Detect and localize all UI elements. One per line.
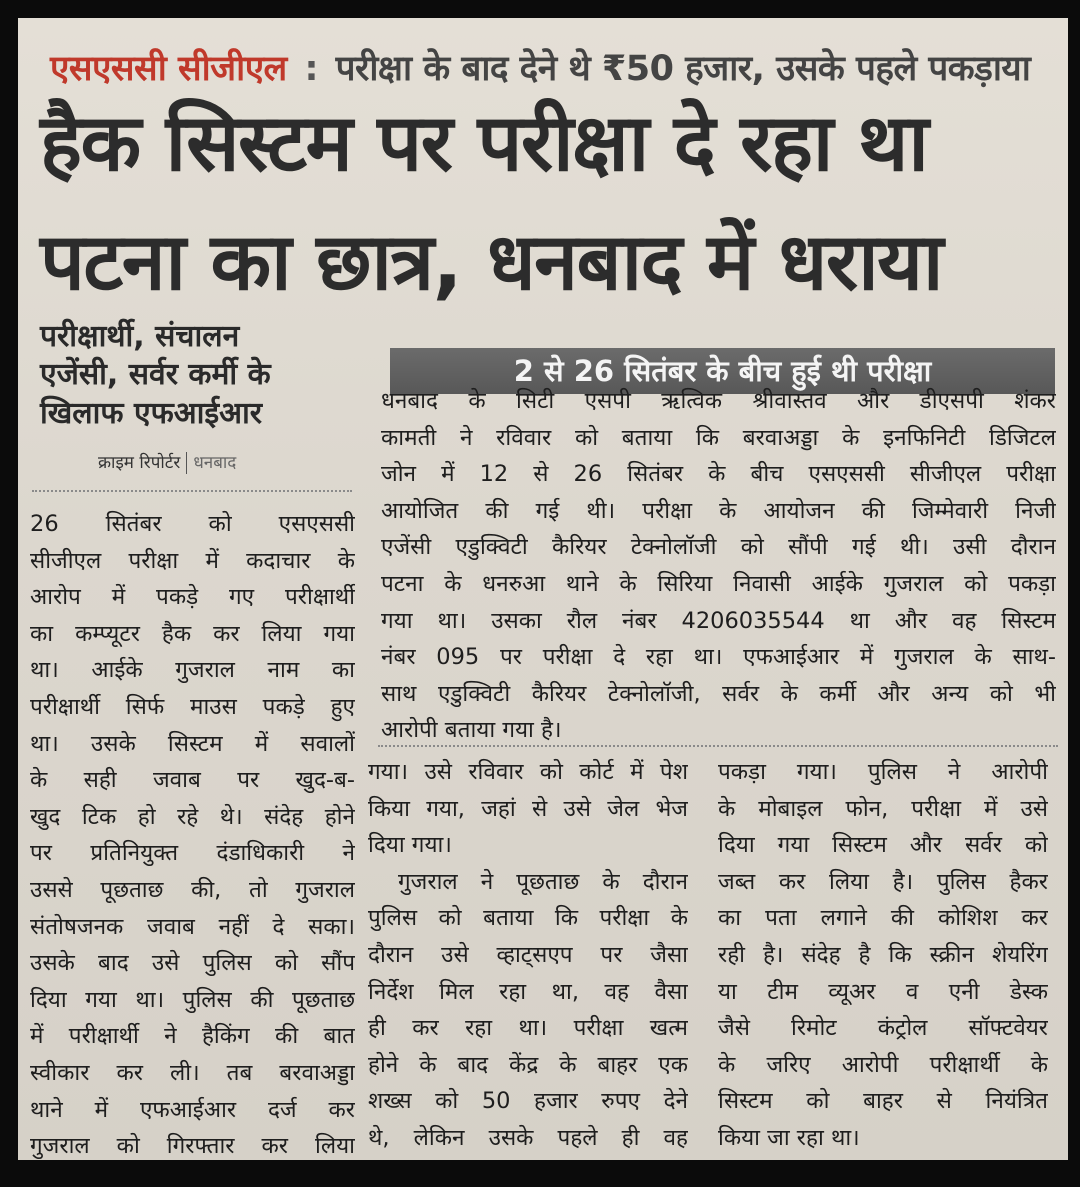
- text-line: स्वीकार कर ली। तब बरवाअड्डा: [30, 1059, 355, 1086]
- text-line: या टीम व्यूअर व एनी डेस्क: [718, 978, 1048, 1005]
- side-heading-line: एजेंसी, सर्वर कर्मी के: [40, 357, 271, 393]
- text-line: जैसे रिमोट कंट्रोल सॉफ्टवेयर: [718, 1015, 1048, 1042]
- text-line: के सही जवाब पर खुद-ब-: [30, 767, 355, 794]
- text-line: सीजीएल परीक्षा में कदाचार के: [30, 547, 355, 574]
- text-line: उसके बाद उसे पुलिस को सौंप: [30, 950, 355, 977]
- text-line: गया था। उसका रौल नंबर 4206035544 था और वह सिस्टम: [381, 607, 1056, 634]
- text-line: पटना के धनरुआ थाने के सिरिया निवासी आईके गुजराल को पकड़ा: [381, 570, 1056, 597]
- byline-reporter: क्राइम रिपोर्टर: [98, 453, 181, 473]
- text-line: कामती ने रविवार को बताया कि बरवाअड्डा के इनफिनिटी डिजिटल: [381, 424, 1056, 451]
- text-line: दौरान उसे व्हाट्सएप पर जैसा: [368, 941, 688, 968]
- headline-line-1: हैक सिस्टम पर परीक्षा दे रहा था: [40, 97, 928, 189]
- text-line: पुलिस को बताया कि परीक्षा के: [368, 905, 688, 932]
- text-line: का कम्प्यूटर हैक कर लिया गया: [30, 620, 355, 647]
- text-line: थे, लेकिन उसके पहले ही वह: [368, 1124, 688, 1151]
- text-line: शख्स को 50 हजार रुपए देने: [368, 1088, 688, 1115]
- text-line: जोन में 12 से 26 सितंबर के बीच एसएससी सीजीएल परीक्षा: [381, 461, 1056, 488]
- section-divider: [378, 745, 1058, 747]
- text-line: साथ एडुक्विटी कैरियर टेक्नोलॉजी, सर्वर के कर्मी और अन्य को भी: [381, 680, 1056, 707]
- text-line: पर प्रतिनियुक्त दंडाधिकारी ने: [30, 840, 355, 867]
- text-line: दिया गया सिस्टम और सर्वर को: [718, 832, 1048, 859]
- text-line: आरोपी बताया गया है।: [381, 717, 562, 744]
- text-line: उससे पूछताछ की, तो गुजराल: [30, 876, 355, 903]
- text-line: दिया गया।: [368, 832, 452, 859]
- text-line: गया। उसे रविवार को कोर्ट में पेश: [368, 759, 688, 785]
- side-heading: [40, 318, 370, 433]
- text-line: एजेंसी एडुक्विटी कैरियर टेक्नोलॉजी को सौंपी गई थी। उसी दौरान: [381, 534, 1056, 561]
- headline-line-2: पटना का छात्र, धनबाद में धराया: [40, 216, 942, 308]
- byline: [98, 450, 236, 474]
- kicker-line: [50, 44, 1060, 91]
- text-line: गुजराल ने पूछताछ के दौरान: [398, 868, 688, 895]
- main-paragraph: [381, 383, 1056, 749]
- text-line: था। उसके सिस्टम में सवालों: [30, 730, 355, 757]
- left-column: [30, 506, 355, 1160]
- text-line: संतोषजनक जवाब नहीं दे सका।: [30, 913, 355, 940]
- byline-divider: [186, 452, 187, 474]
- side-heading-divider: [32, 490, 352, 492]
- middle-column: [368, 754, 688, 1157]
- text-line: गुजराल को गिरफ्तार कर लिया: [30, 1133, 355, 1160]
- text-line: आयोजित की गई थी। परीक्षा के आयोजन की जिम्मेवारी निजी: [381, 497, 1056, 524]
- kicker-text: परीक्षा के बाद देने थे ₹50 हजार, उसके पहले पकड़ाया: [335, 49, 1031, 89]
- text-line: ही कर रहा था। परीक्षा खत्म: [368, 1015, 688, 1042]
- text-line: धनबाद के सिटी एसपी ऋत्विक श्रीवास्तव और डीएसपी शंकर: [381, 388, 1056, 414]
- text-line: किया जा रहा था।: [718, 1124, 860, 1151]
- subheading-banner: 2 से 26 सितंबर के बीच हुई थी परीक्षा: [390, 348, 1055, 394]
- newspaper-clipping: [18, 18, 1068, 1160]
- text-line: थाने में एफआईआर दर्ज कर: [30, 1096, 355, 1123]
- text-line: में परीक्षार्थी ने हैकिंग की बात: [30, 1023, 355, 1050]
- text-line: जब्त कर लिया है। पुलिस हैकर: [718, 868, 1048, 895]
- text-line: किया गया, जहां से उसे जेल भेज: [368, 795, 688, 822]
- text-line: होने के बाद केंद्र के बाहर एक: [368, 1051, 688, 1078]
- kicker-tag: एसएससी सीजीएल: [50, 49, 287, 89]
- side-heading-line: खिलाफ एफआईआर: [40, 395, 263, 431]
- text-line: 26 सितंबर को एसएससी: [30, 511, 355, 537]
- text-line: खुद टिक हो रहे थे। संदेह होने: [30, 803, 355, 830]
- text-line: परीक्षार्थी सिर्फ माउस पकड़े हुए: [30, 693, 355, 720]
- text-line: पकड़ा गया। पुलिस ने आरोपी: [718, 759, 1048, 785]
- text-line: निर्देश मिल रहा था, वह वैसा: [368, 978, 688, 1005]
- byline-city: धनबाद: [193, 453, 237, 473]
- text-line: के जरिए आरोपी परीक्षार्थी के: [718, 1051, 1048, 1078]
- text-line: रही है। संदेह है कि स्क्रीन शेयरिंग: [718, 941, 1048, 968]
- side-heading-line: परीक्षार्थी, संचालन: [40, 319, 240, 354]
- text-line: का पता लगाने की कोशिश कर: [718, 905, 1048, 932]
- text-line: था। आईके गुजराल नाम का: [30, 657, 355, 684]
- text-line: सिस्टम को बाहर से नियंत्रित: [718, 1088, 1048, 1115]
- text-line: आरोप में पकड़े गए परीक्षार्थी: [30, 584, 355, 611]
- right-column: [718, 754, 1048, 1157]
- text-line: दिया गया था। पुलिस की पूछताछ: [30, 986, 355, 1013]
- text-line: नंबर 095 पर परीक्षा दे रहा था। एफआईआर में गुजराल के साथ-: [381, 644, 1056, 671]
- text-line: के मोबाइल फोन, परीक्षा में उसे: [718, 795, 1048, 822]
- kicker-separator: :: [304, 49, 318, 89]
